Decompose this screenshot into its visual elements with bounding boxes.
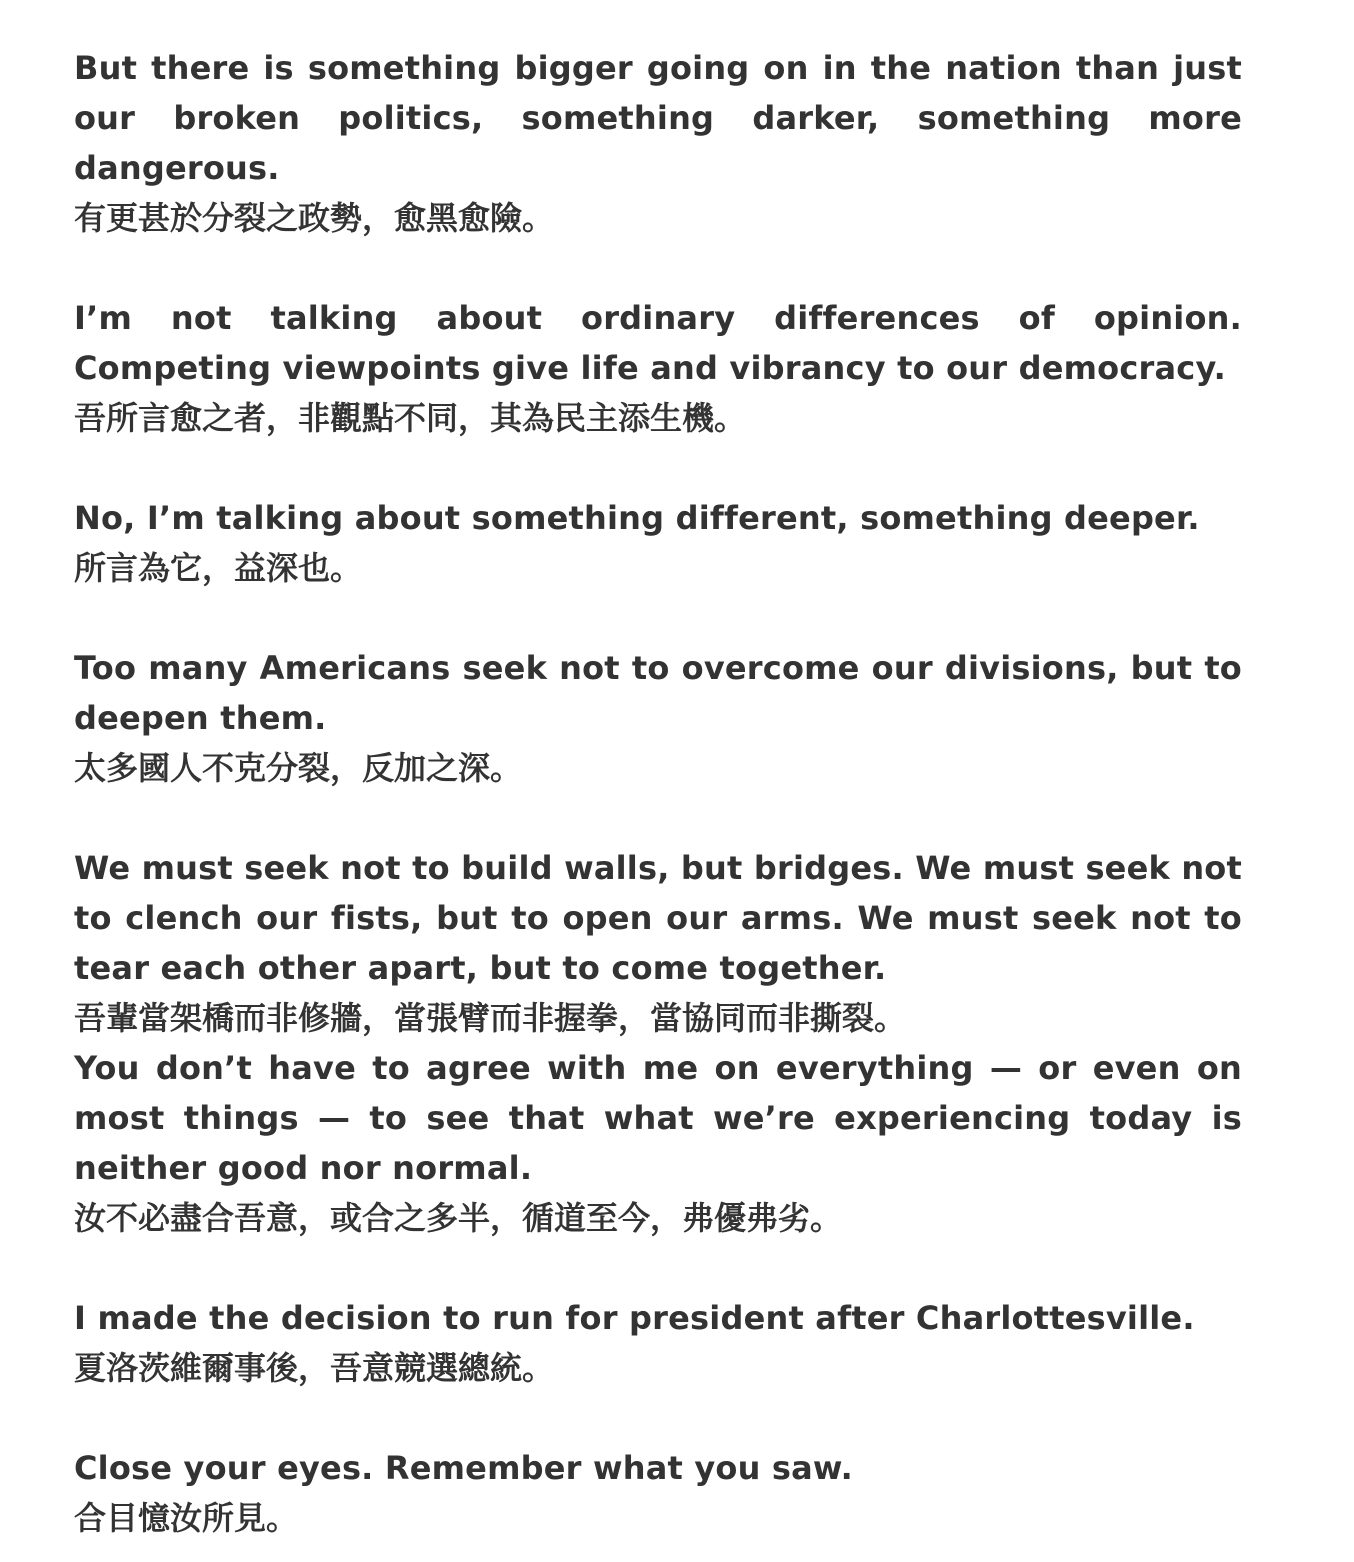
passage-5 [74,843,1242,1043]
english-text: We must seek not to build walls, but bridges. We must seek not to clench our fists, but to open our arms. We must seek not to tear each other apart, but to come together. [74,849,1242,987]
passage-4 [74,643,1242,793]
passage-3 [74,493,1242,593]
chinese-translation: 吾輩當架橋而非修牆，當張臂而非握拳，當協同而非撕裂。 [74,999,907,1037]
english-text: Too many Americans seek not to overcome our divisions, but to deepen them. [74,649,1242,737]
paragraph-gap [74,443,1242,493]
paragraph-gap [74,1393,1242,1443]
paragraph-gap [74,593,1242,643]
english-text: I made the decision to run for president after Charlottesville. [74,1299,1195,1337]
english-text: No, I’m talking about something different, something deeper. [74,499,1200,537]
chinese-translation: 吾所言愈之者，非觀點不同，其為民主添生機。 [74,399,747,437]
chinese-translation: 夏洛茨維爾事後，吾意競選總統。 [74,1349,555,1387]
english-text: You don’t have to agree with me on everything — or even on most things — to see that what we’re experiencing today is neither good nor normal. [74,1049,1242,1187]
passage-8 [74,1443,1242,1543]
english-text: Close your eyes. Remember what you saw. [74,1449,854,1487]
chinese-translation: 有更甚於分裂之政勢，愈黑愈險。 [74,199,555,237]
english-text: I’m not talking about ordinary differences of opinion. Competing viewpoints give life and vibrancy to our democracy. [74,299,1242,387]
passage-6 [74,1043,1242,1243]
paragraph-gap [74,793,1242,843]
chinese-translation: 汝不必盡合吾意，或合之多半，循道至今，弗優弗劣。 [74,1199,843,1237]
passage-1 [74,43,1242,243]
passage-2 [74,293,1242,443]
chinese-translation: 所言為它，益深也。 [74,549,363,587]
chinese-translation: 合目憶汝所見。 [74,1499,299,1537]
english-text: But there is something bigger going on in the nation than just our broken politics, something darker, something more dangerous. [74,49,1242,187]
chinese-translation: 太多國人不克分裂，反加之深。 [74,749,523,787]
passage-7 [74,1293,1242,1393]
paragraph-gap [74,1243,1242,1293]
paragraph-gap [74,243,1242,293]
